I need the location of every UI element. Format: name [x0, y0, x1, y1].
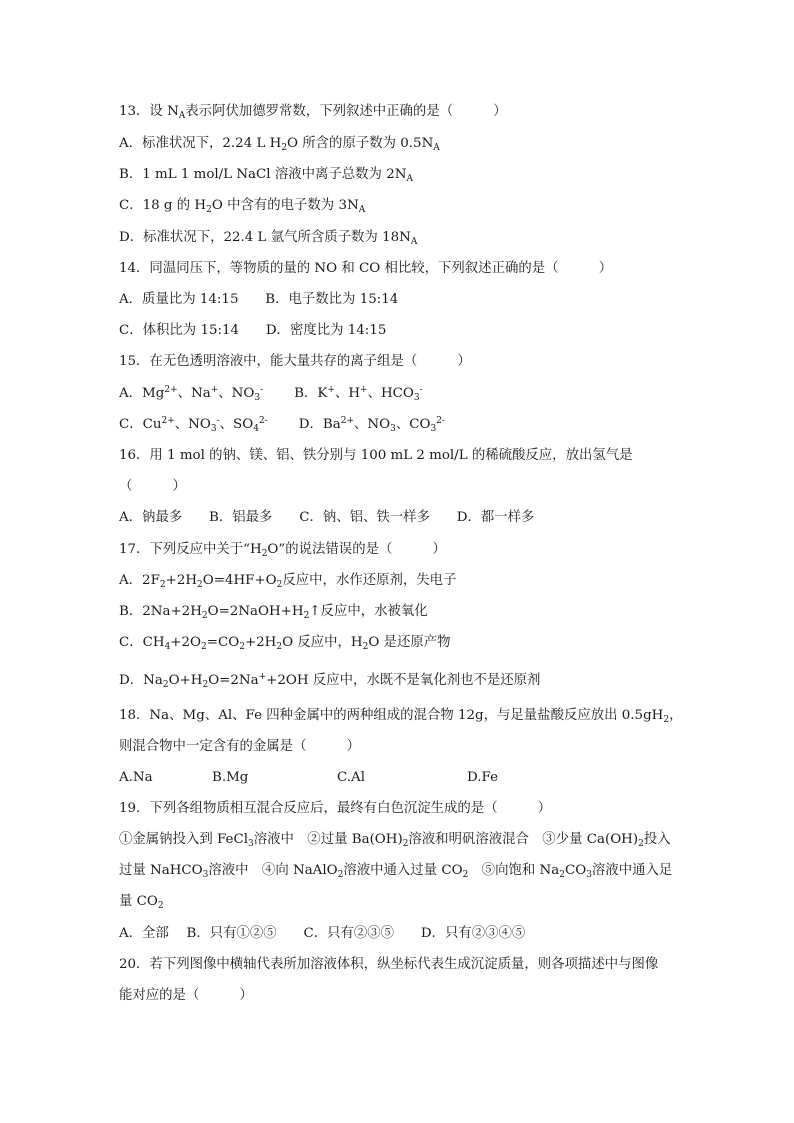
- q14-options-cd: C．体积比为 15:14 D．密度比为 14:15: [119, 323, 387, 338]
- q19-items-line2: 过量 NaHCO$_3$溶液中 ④向 NaAlO$_2$溶液中通入过量 $CO_2$ ⑤向饱和 $Na_2CO_3$溶液中通入足: [119, 863, 673, 880]
- q19-options: A．全部 B．只有①②⑤ C．只有②③⑤ D．只有②③④⑤: [119, 926, 526, 941]
- q13-option-a: A．标准状况下，2.24 L $H_2O$ 所含的原子数为 $0.5N_A$: [119, 136, 440, 153]
- q17-option-d: D．$Na_2O+H_2O=2Na^++2OH$ 反应中，水既不是氧化剂也不是还原剂: [119, 672, 541, 690]
- q17-option-c: C．$CH_4+2O_2=CO_2+2H_2O$ 反应中，$H_2O$ 是还原产物: [119, 635, 451, 652]
- q17-option-a: A．$2F_2+2H_2O=4HF+O_2$反应中，水作还原剂，失电子: [119, 573, 457, 590]
- q18-option-c: C.Al: [337, 770, 365, 785]
- q19-items-line1: ①金属钠投入到 FeCl$_3$溶液中 ②过量 $Ba(OH)_2$溶液和明矾溶液混合 ③少量 $Ca(OH)_2$投入: [119, 832, 671, 849]
- q17-option-b: B．$2Na+2H_2O=2NaOH+H_2↑$反应中，水被氧化: [119, 604, 428, 621]
- q19-items-line3: 量 $CO_2$: [119, 894, 164, 911]
- q18-stem-line1: 18．Na、Mg、Al、Fe 四种金属中的两种组成的混合物 12g，与足量盐酸反应放出 $0.5gH_2$，: [119, 708, 683, 725]
- q13-stem: 13．设 $N_A$表示阿伏加德罗常数，下列叙述中正确的是（ ）: [119, 104, 507, 121]
- q15-options-cd: C．$Cu^{2+}$、$NO_3^-$、$SO_4^{2-}$ D．$Ba^{2+}$、$NO_3$、$CO_3^{2-}$: [119, 416, 445, 434]
- q19-stem: 19．下列各组物质相互混合反应后，最终有白色沉淀生成的是（ ）: [119, 801, 552, 816]
- q13-option-b: B．1 mL 1 mol/L NaCl 溶液中离子总数为 $2N_A$: [119, 167, 413, 184]
- q14-options-ab: A．质量比为 14:15 B．电子数比为 15:14: [119, 292, 399, 307]
- q16-stem-line2: （ ）: [119, 479, 186, 494]
- q18-option-d: D.Fe: [467, 770, 498, 785]
- q20-stem-line2: 能对应的是（ ）: [119, 988, 253, 1003]
- q17-stem: 17．下列反应中关于“$H_2O$”的说法错误的是（ ）: [119, 542, 446, 559]
- q14-stem: 14．同温同压下，等物质的量的 NO 和 CO 相比较，下列叙述正确的是（ ）: [119, 261, 613, 276]
- q15-options-ab: A．$Mg^{2+}$、Na+、$NO_3^-$ B．K+、H+、$HCO_3^-$: [119, 385, 423, 403]
- q16-stem-line1: 16．用 1 mol 的钠、镁、铝、铁分别与 100 mL 2 mol/L 的稀硫酸反应，放出氢气是: [119, 448, 633, 463]
- q18-stem-line2: 则混合物中一定含有的金属是（ ）: [119, 739, 361, 754]
- q15-stem: 15．在无色透明溶液中，能大量共存的离子组是（ ）: [119, 354, 471, 369]
- q13-option-d: D．标准状况下，22.4 L 氩气所含质子数为 $18N_A$: [119, 230, 418, 247]
- q20-stem-line1: 20．若下列图像中横轴代表所加溶液体积，纵坐标代表生成沉淀质量，则各项描述中与图像: [119, 957, 659, 972]
- q16-options: A．钠最多 B．铝最多 C．钠、铝、铁一样多 D．都一样多: [119, 510, 535, 525]
- q18-option-b: B.Mg: [212, 770, 249, 785]
- q13-option-c: C．18 g 的 $H_2O$ 中含有的电子数为 $3N_A$: [119, 198, 366, 215]
- q18-option-a: A.Na: [119, 770, 153, 785]
